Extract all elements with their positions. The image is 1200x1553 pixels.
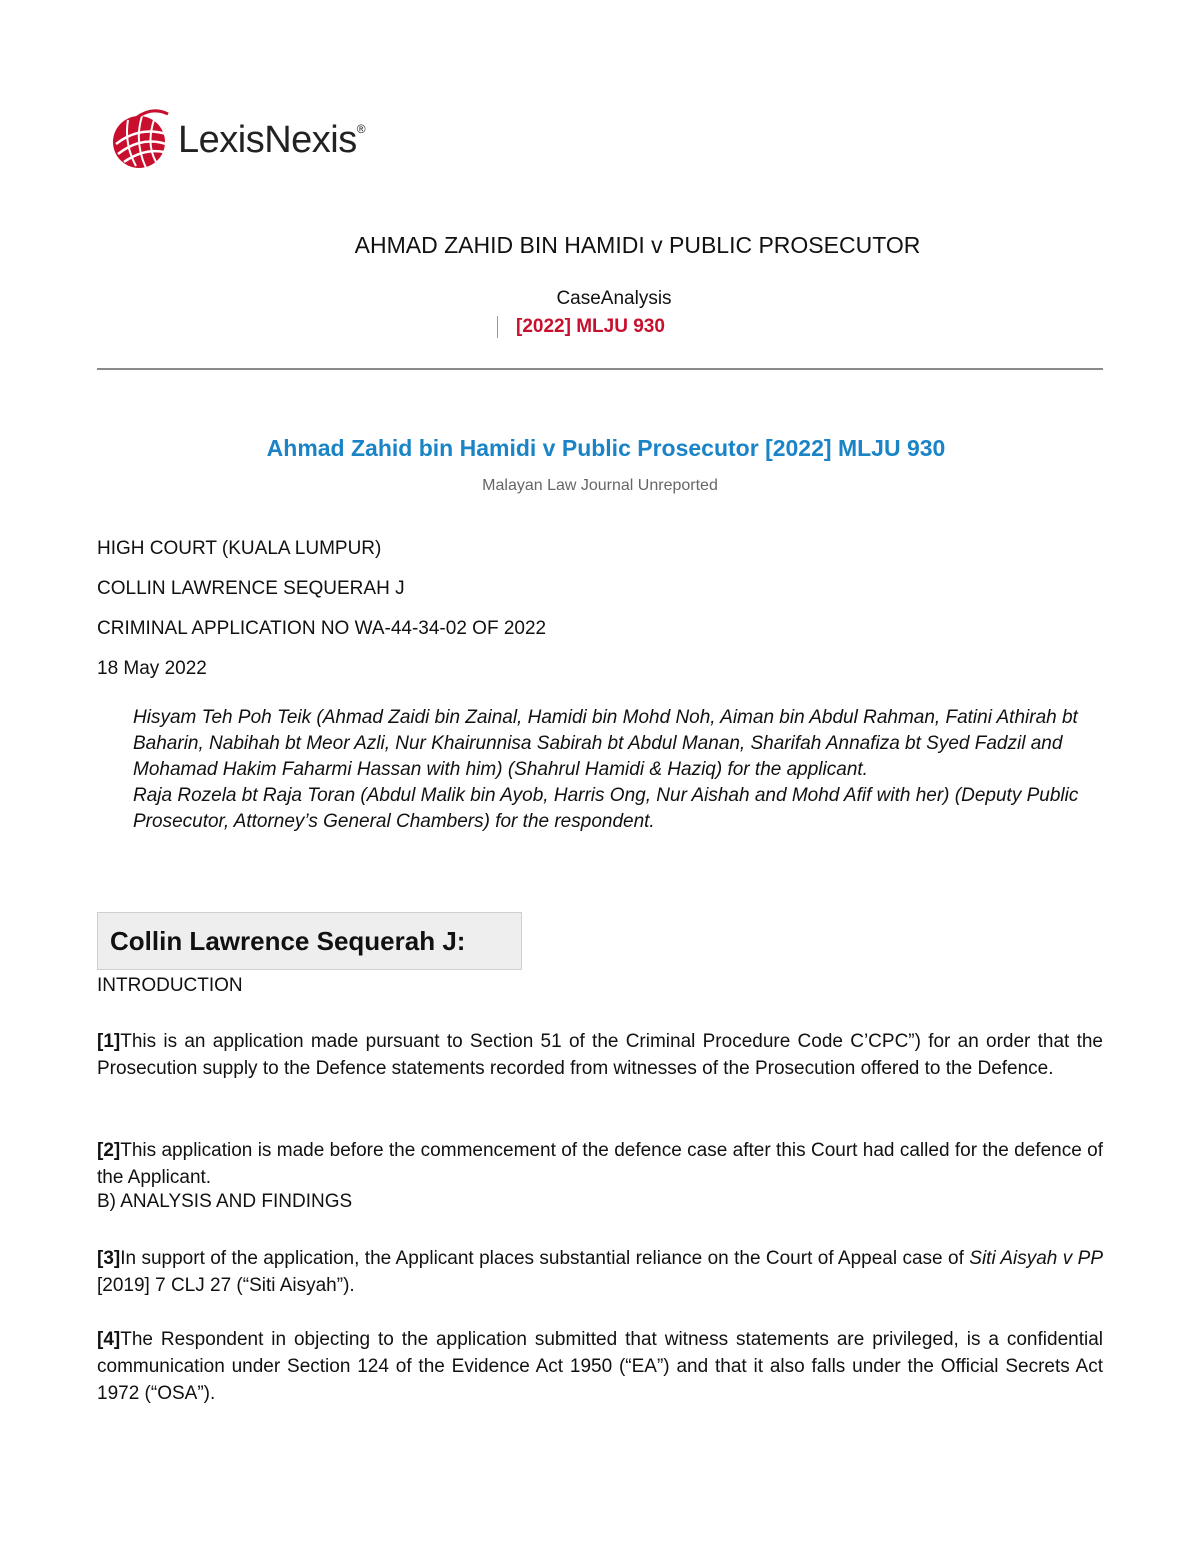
lexisnexis-logo — [106, 104, 365, 176]
section-analysis: B) ANALYSIS AND FINDINGS — [97, 1191, 353, 1212]
paragraph-number: [4] — [97, 1329, 121, 1350]
paragraph-text: [2019] 7 CLJ 27 (“Siti Aisyah”). — [97, 1275, 355, 1296]
paragraph-text: This application is made before the commencement of the defence case after this Court had called for the defence of the Applicant. — [97, 1140, 1103, 1188]
counsel-respondent: Raja Rozela bt Raja Toran (Abdul Malik bin Ayob, Harris Ong, Nur Aishah and Mohd Afif with her) (Deputy Public Prosecutor, Attorney’s General Chambers) for the respondent. — [133, 785, 1079, 832]
case-heading: Ahmad Zahid bin Hamidi v Public Prosecutor [2022] MLJU 930 — [266, 435, 946, 461]
counsel-applicant: Hisyam Teh Poh Teik (Ahmad Zaidi bin Zainal, Hamidi bin Mohd Noh, Aiman bin Abdul Rahman, Fatini Athirah bt Baharin, Nabihah bt Meor Azli, Nur Khairunnisa Sabirah bt Abdul Manan, Sharifah Annafiza bt Syed Fadzil and Mohamad Hakim Faharmi Hassan with him) (Shahrul Hamidi & Haziq) for the applicant. — [133, 707, 1078, 780]
section-introduction: INTRODUCTION — [97, 975, 243, 996]
paragraph-4 — [97, 1326, 1103, 1407]
judge-heading: Collin Lawrence Sequerah J: — [110, 925, 466, 956]
paragraph-text: The Respondent in objecting to the application submitted that witness statements are privileged, is a confidential communication under Section 124 of the Evidence Act 1950 (“EA”) and that it also falls under the Official Secrets Act 1972 (“OSA”). — [97, 1329, 1103, 1404]
citation — [497, 316, 665, 338]
paragraph-number: [3] — [97, 1248, 121, 1269]
brand-name: LexisNexis® — [178, 119, 366, 161]
cited-case-name: Siti Aisyah v PP — [969, 1248, 1104, 1269]
paragraph-1 — [97, 1028, 1103, 1082]
header-divider — [97, 368, 1103, 370]
paragraph-number: [1] — [97, 1031, 121, 1052]
judgment-date: 18 May 2022 — [97, 658, 207, 679]
case-analysis-label: CaseAnalysis — [556, 288, 672, 309]
judge-name: COLLIN LAWRENCE SEQUERAH J — [97, 578, 405, 599]
paragraph-number: [2] — [97, 1140, 121, 1161]
court-name: HIGH COURT (KUALA LUMPUR) — [97, 538, 382, 559]
lexisnexis-globe-icon — [106, 104, 172, 176]
paragraph-2 — [97, 1137, 1103, 1191]
counsel-block — [133, 705, 1108, 835]
paragraph-text: In support of the application, the Applicant places substantial reliance on the Court of Appeal case of — [120, 1248, 970, 1269]
paragraph-text: This is an application made pursuant to Section 51 of the Criminal Procedure Code C’CPC”) for an order that the Prosecution supply to the Defence statements recorded from witnesses of the Prosecution offered to the Defence. — [97, 1031, 1103, 1079]
judge-heading-box — [97, 912, 522, 970]
paragraph-3 — [97, 1245, 1103, 1299]
journal-name: Malayan Law Journal Unreported — [482, 477, 718, 494]
application-number: CRIMINAL APPLICATION NO WA-44-34-02 OF 2022 — [97, 618, 547, 639]
citation-divider — [497, 316, 498, 338]
document-title: AHMAD ZAHID BIN HAMIDI v PUBLIC PROSECUTOR — [354, 232, 921, 258]
citation-text: [2022] MLJU 930 — [516, 316, 665, 337]
